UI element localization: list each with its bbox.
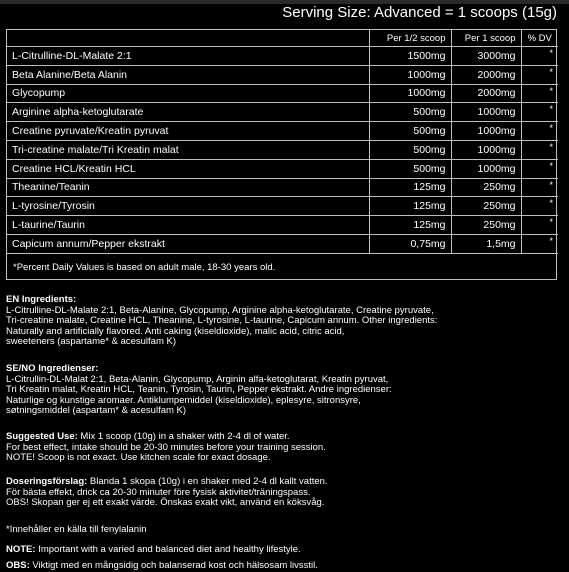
- amount-full-scoop: 1,5mg: [451, 234, 521, 253]
- daily-value: *: [521, 178, 558, 197]
- se-line: søtningsmiddel (aspartam* & acesulfam K): [6, 405, 187, 417]
- en-line: Naturally and artificially flavored. Anti caking (kiseldioxide), malic acid, citric acid,: [6, 325, 345, 337]
- table-row: [7, 140, 558, 159]
- amount-half-scoop: 500mg: [369, 122, 451, 141]
- serving-size: Serving Size: Advanced = 1 scoops (15g): [282, 4, 557, 21]
- dv-footnote: *Percent Daily Values is based on adult male, 18-30 years old.: [13, 261, 276, 273]
- ingredient-name: Creatine HCL/Kreatin HCL: [7, 159, 369, 178]
- nutrition-panel: [6, 29, 557, 280]
- header-name: [7, 30, 369, 47]
- table-header-row: [7, 30, 558, 47]
- amount-full-scoop: 250mg: [451, 216, 521, 235]
- daily-value: *: [521, 103, 558, 122]
- amount-half-scoop: 500mg: [369, 159, 451, 178]
- daily-value: *: [521, 159, 558, 178]
- en-line: sweeteners (aspartame* & acesulfam K): [6, 336, 177, 348]
- dosering-line: För bästa effekt, drick ca 20-30 minuter före fysisk aktivitet/träningspass.: [6, 486, 311, 498]
- en-line: Tri-creatine malate, Creatine HCL, Theanine, L-tyrosine, L-taurine, Capicum annum. Other ingredients:: [6, 315, 438, 327]
- daily-value: *: [521, 84, 558, 103]
- table-row: [7, 159, 558, 178]
- ingredient-name: Glycopump: [7, 84, 369, 103]
- table-row: [7, 197, 558, 216]
- daily-value: *: [521, 122, 558, 141]
- note-heading: NOTE:: [6, 544, 36, 555]
- dosering-first-line: Blanda 1 skopa (10g) i en shaker med 2-4 dl kallt vatten.: [87, 476, 328, 487]
- daily-value: *: [521, 47, 558, 66]
- use-heading: Suggested Use:: [6, 431, 78, 442]
- amount-full-scoop: 1000mg: [451, 159, 521, 178]
- se-ingredients: [6, 364, 561, 417]
- amount-full-scoop: 1000mg: [451, 140, 521, 159]
- daily-value: *: [521, 140, 558, 159]
- amount-half-scoop: 500mg: [369, 103, 451, 122]
- amount-half-scoop: 0,75mg: [369, 234, 451, 253]
- note-en: [6, 545, 561, 556]
- dosering-line: OBS! Skopan ger ej ett exakt värde. Önskas exakt vikt, använd en köksvåg.: [6, 497, 325, 509]
- table-row: [7, 84, 558, 103]
- table-row: [7, 122, 558, 141]
- header-half-scoop: Per 1/2 scoop: [369, 30, 451, 47]
- doseringsforslag: [6, 477, 561, 509]
- amount-full-scoop: 1000mg: [451, 103, 521, 122]
- amount-full-scoop: 2000mg: [451, 84, 521, 103]
- table-row: [7, 216, 558, 235]
- amount-full-scoop: 1000mg: [451, 122, 521, 141]
- amount-half-scoop: 1500mg: [369, 47, 451, 66]
- note-se: [6, 561, 561, 572]
- obs-heading: OBS:: [6, 560, 30, 571]
- se-heading: SE/NO Ingredienser:: [6, 363, 99, 374]
- daily-value: *: [521, 234, 558, 253]
- amount-half-scoop: 125mg: [369, 197, 451, 216]
- ingredient-name: Capicum annum/Pepper ekstrakt: [7, 234, 369, 253]
- header-full-scoop: Per 1 scoop: [451, 30, 521, 47]
- ingredient-name: Creatine pyruvate/Kreatin pyruvat: [7, 122, 369, 141]
- table-row: [7, 47, 558, 66]
- amount-full-scoop: 250mg: [451, 197, 521, 216]
- ingredient-name: Theanine/Teanin: [7, 178, 369, 197]
- se-line: Naturlige og kunstige aromaer. Antiklumpemiddel (kiseldioxide), eplesyre, sitronsyre,: [6, 394, 361, 406]
- header-dv: % DV: [521, 30, 558, 47]
- fenyl-note: [6, 525, 561, 536]
- en-line: L-Citrulline-DL-Malate 2:1, Beta-Alanine, Glycopump, Arginine alpha-ketoglutarate, Creatine pyruvate,: [6, 304, 434, 316]
- ingredient-name: Arginine alpha-ketoglutarate: [7, 103, 369, 122]
- amount-half-scoop: 125mg: [369, 216, 451, 235]
- en-ingredients: [6, 295, 561, 348]
- use-line: NOTE! Scoop is not exact. Use kitchen scale for exact dosage.: [6, 452, 271, 464]
- note-text: Important with a varied and balanced diet and healthy lifestyle.: [35, 544, 301, 555]
- obs-text: Viktigt med en mångsidig och balanserad kost och hälsosam livsstil.: [29, 560, 318, 571]
- amount-half-scoop: 125mg: [369, 178, 451, 197]
- suggested-use: [6, 432, 561, 464]
- amount-full-scoop: 3000mg: [451, 47, 521, 66]
- ingredient-name: Tri-creatine malate/Tri Kreatin malat: [7, 140, 369, 159]
- amount-half-scoop: 1000mg: [369, 84, 451, 103]
- amount-full-scoop: 2000mg: [451, 65, 521, 84]
- ingredient-name: Beta Alanine/Beta Alanin: [7, 65, 369, 84]
- use-first-line: Mix 1 scoop (10g) in a shaker with 2-4 dl of water.: [77, 431, 290, 442]
- se-line: L-Citrullin-DL-Malat 2:1, Beta-Alanin, Glycopump, Arginin alfa-ketoglutarat, Kreatin pyruvat,: [6, 373, 389, 385]
- use-line: For best effect, intake should be 20-30 minutes before your training session.: [6, 441, 326, 453]
- amount-half-scoop: 1000mg: [369, 65, 451, 84]
- table-row: [7, 65, 558, 84]
- amount-half-scoop: 500mg: [369, 140, 451, 159]
- se-line: Tri Kreatin malat, Kreatin HCL, Teanin, Tyrosin, Taurin, Pepper ekstrakt. Andre ingredienser:: [6, 384, 392, 396]
- amount-full-scoop: 250mg: [451, 178, 521, 197]
- nutrition-table: [7, 30, 558, 254]
- ingredient-name: L-tyrosine/Tyrosin: [7, 197, 369, 216]
- ingredient-name: L-Citrulline-DL-Malate 2:1: [7, 47, 369, 66]
- dosering-heading: Doseringsförslag:: [6, 476, 88, 487]
- daily-value: *: [521, 216, 558, 235]
- en-heading: EN Ingredients:: [6, 294, 77, 305]
- ingredient-name: L-taurine/Taurin: [7, 216, 369, 235]
- table-row: [7, 103, 558, 122]
- daily-value: *: [521, 65, 558, 84]
- table-row: [7, 178, 558, 197]
- table-row: [7, 234, 558, 253]
- daily-value: *: [521, 197, 558, 216]
- fenyl-text: *Innehåller en källa till fenylalanin: [6, 524, 147, 535]
